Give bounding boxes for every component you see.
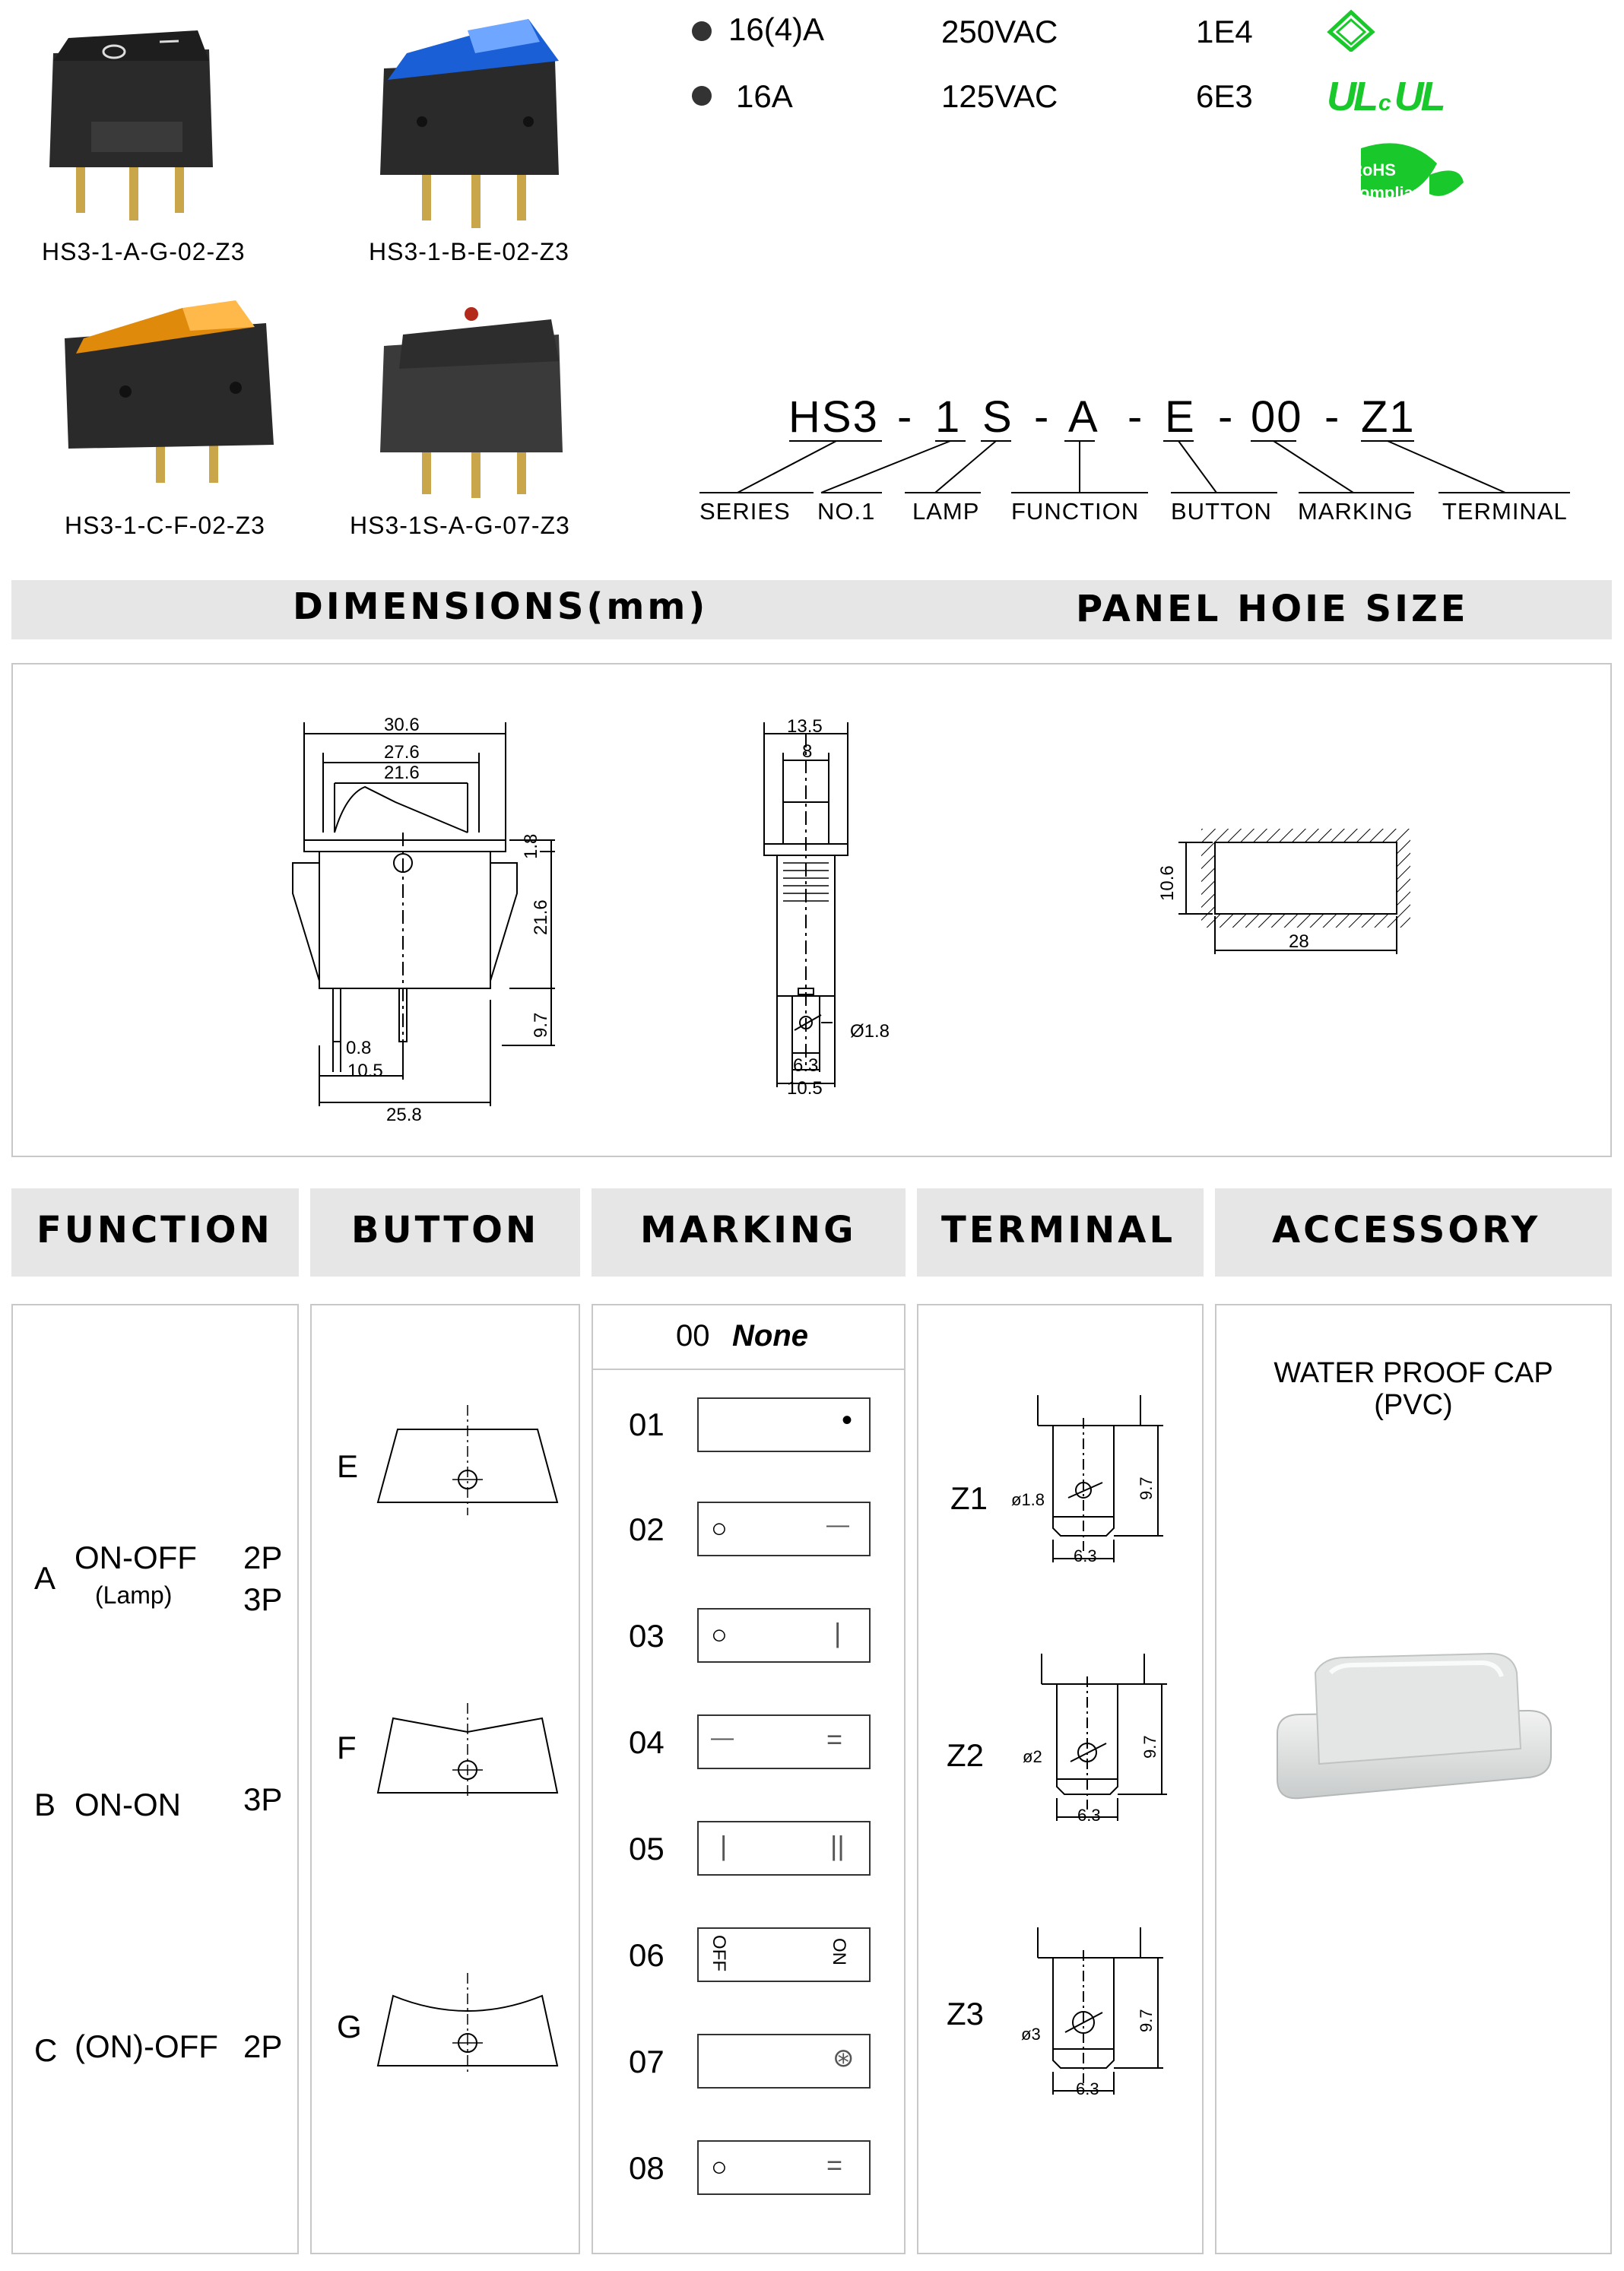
code-label-function: FUNCTION	[1011, 498, 1140, 525]
code-separator: -	[897, 392, 914, 442]
marking-divider	[593, 1369, 904, 1370]
dim-side-hole: Ø1.8	[850, 1021, 890, 1042]
section-title: FUNCTION	[36, 1209, 273, 1251]
function-sub: (Lamp)	[95, 1581, 173, 1609]
product-caption: HS3-1-B-E-02-Z3	[369, 238, 569, 265]
code-leader-lines	[684, 433, 1581, 494]
dim-front-terminal-width: 0.8	[346, 1038, 372, 1058]
marking-code: 01	[629, 1407, 665, 1442]
marking-sample-03: ○ |	[697, 1608, 871, 1663]
button-f-shape-icon	[376, 1703, 559, 1798]
code-separator: -	[1128, 392, 1144, 442]
code-segment-function: A	[1068, 392, 1099, 442]
dim-front-height-terminal: 9.7	[531, 1012, 551, 1038]
function-letter: B	[34, 1787, 56, 1822]
terminal-width: 6.3	[1077, 1806, 1101, 1825]
rohs-mark-icon: RoHS Compliant	[1346, 141, 1467, 217]
function-name: ON-OFF	[75, 1540, 197, 1575]
dim-side-width-outer: 13.5	[787, 716, 823, 737]
button-code: E	[337, 1448, 359, 1484]
rating-life: 6E3	[1196, 78, 1253, 114]
marking-sample-06: OFF ON	[697, 1927, 871, 1982]
function-name: ON-ON	[75, 1787, 181, 1822]
panel-hole-title: PANEL HOIE SIZE	[1076, 588, 1469, 630]
function-panel	[11, 1304, 299, 2254]
rating-voltage: 250VAC	[941, 14, 1058, 49]
terminal-hole: ø1.8	[1011, 1490, 1045, 1509]
button-code: F	[337, 1730, 357, 1765]
product-caption: HS3-1-A-G-02-Z3	[42, 238, 246, 265]
marking-code: 07	[629, 2044, 665, 2079]
product-photo-3	[53, 293, 281, 498]
product-caption: HS3-1S-A-G-07-Z3	[350, 512, 570, 539]
terminal-width: 6.3	[1076, 2079, 1099, 2098]
marking-sample-04: — =	[697, 1714, 871, 1769]
marking-code: 04	[629, 1724, 665, 1760]
code-segment-no1: 1	[935, 392, 962, 442]
code-segment-series: HS3	[788, 392, 879, 442]
rating-voltage: 125VAC	[941, 78, 1058, 114]
code-label-lamp: LAMP	[912, 498, 980, 525]
section-title: TERMINAL	[941, 1209, 1176, 1251]
marking-code: 05	[629, 1831, 665, 1867]
rocker-switch-icon	[46, 8, 220, 228]
code-label-no1: NO.1	[817, 498, 876, 525]
dim-front-height-body: 21.6	[531, 899, 551, 935]
vde-mark-icon	[1327, 9, 1375, 52]
function-pole: 3P	[243, 1781, 283, 1817]
marking-sample-08: ○ =	[697, 2140, 871, 2195]
terminal-length: 9.7	[1137, 2009, 1156, 2032]
marking-none-label: None	[732, 1319, 808, 1353]
terminal-width: 6.3	[1074, 1546, 1097, 1565]
marking-sample-02: ○ —	[697, 1502, 871, 1556]
rating-life: 1E4	[1196, 14, 1253, 49]
product-photo-2	[376, 8, 566, 228]
function-pole: 3P	[243, 1581, 283, 1617]
marking-code: 03	[629, 1618, 665, 1654]
dim-front-base-width: 25.8	[386, 1105, 422, 1125]
dim-hole-height: 10.6	[1157, 865, 1178, 901]
marking-sample-07: ⊛	[697, 2034, 871, 2089]
section-title: MARKING	[640, 1209, 857, 1251]
marking-none-code: 00	[676, 1319, 710, 1353]
product-photo-4	[376, 293, 574, 506]
function-pole: 2P	[243, 2028, 283, 2064]
accessory-title: WATER PROOF CAP	[1274, 1357, 1553, 1389]
function-pole: 2P	[243, 1540, 283, 1575]
dim-side-width-inner: 8	[802, 741, 813, 762]
button-code: G	[337, 2009, 362, 2044]
code-separator: -	[1324, 392, 1341, 442]
terminal-hole: ø3	[1021, 2025, 1041, 2044]
marking-code: 06	[629, 1937, 665, 1973]
bullet-icon	[692, 21, 712, 41]
terminal-hole: ø2	[1023, 1747, 1042, 1766]
terminal-code: Z1	[950, 1480, 988, 1516]
code-label-series: SERIES	[699, 498, 791, 525]
code-separator: -	[1218, 392, 1235, 442]
accessory-subtitle: (PVC)	[1374, 1389, 1453, 1421]
bullet-icon	[692, 86, 712, 106]
rocker-switch-icon	[376, 293, 574, 506]
section-title: BUTTON	[351, 1209, 540, 1251]
code-label-marking: MARKING	[1298, 498, 1413, 525]
function-name: (ON)-OFF	[75, 2028, 218, 2064]
dim-front-width-inner: 21.6	[384, 763, 420, 783]
code-segment-lamp: S	[982, 392, 1013, 442]
dim-front-terminal-pitch: 10.5	[347, 1061, 383, 1081]
terminal-length: 9.7	[1137, 1476, 1156, 1500]
dim-side-terminal-width: 6.3	[793, 1055, 819, 1076]
marking-code: 02	[629, 1511, 665, 1547]
ul-mark-icon: UL cUL	[1327, 74, 1443, 119]
dim-hole-width: 28	[1289, 931, 1309, 952]
waterproof-cap-image	[1270, 1642, 1559, 1832]
terminal-code: Z3	[947, 1996, 985, 2032]
code-segment-button: E	[1165, 392, 1196, 442]
product-caption: HS3-1-C-F-02-Z3	[65, 512, 265, 539]
function-letter: C	[34, 2032, 58, 2068]
code-label-terminal: TERMINAL	[1442, 498, 1568, 525]
terminal-code: Z2	[947, 1737, 985, 1773]
dim-side-terminal-outer: 10.5	[787, 1078, 823, 1099]
marking-sample-01: •	[697, 1397, 871, 1452]
rocker-switch-icon	[376, 8, 566, 228]
code-label-button: BUTTON	[1171, 498, 1272, 525]
marking-sample-05: | ||	[697, 1821, 871, 1876]
function-letter: A	[34, 1560, 56, 1596]
rating-current: 16(4)A	[728, 11, 825, 47]
dim-front-height-top: 1.8	[521, 833, 541, 859]
code-separator: -	[1034, 392, 1051, 442]
button-e-shape-icon	[376, 1405, 559, 1515]
section-title: ACCESSORY	[1272, 1209, 1541, 1251]
dim-front-width-outer: 30.6	[384, 715, 420, 735]
code-segment-terminal: Z1	[1361, 392, 1416, 442]
terminal-length: 9.7	[1140, 1735, 1159, 1759]
code-segment-marking: 00	[1251, 392, 1303, 442]
button-g-shape-icon	[376, 1973, 559, 2072]
rating-current: 16A	[736, 78, 793, 114]
rocker-switch-icon	[53, 293, 281, 498]
marking-code: 08	[629, 2150, 665, 2186]
dimensions-title: DIMENSIONS(mm)	[293, 585, 709, 628]
product-photo-1	[46, 8, 220, 228]
dim-front-width-mid: 27.6	[384, 742, 420, 763]
